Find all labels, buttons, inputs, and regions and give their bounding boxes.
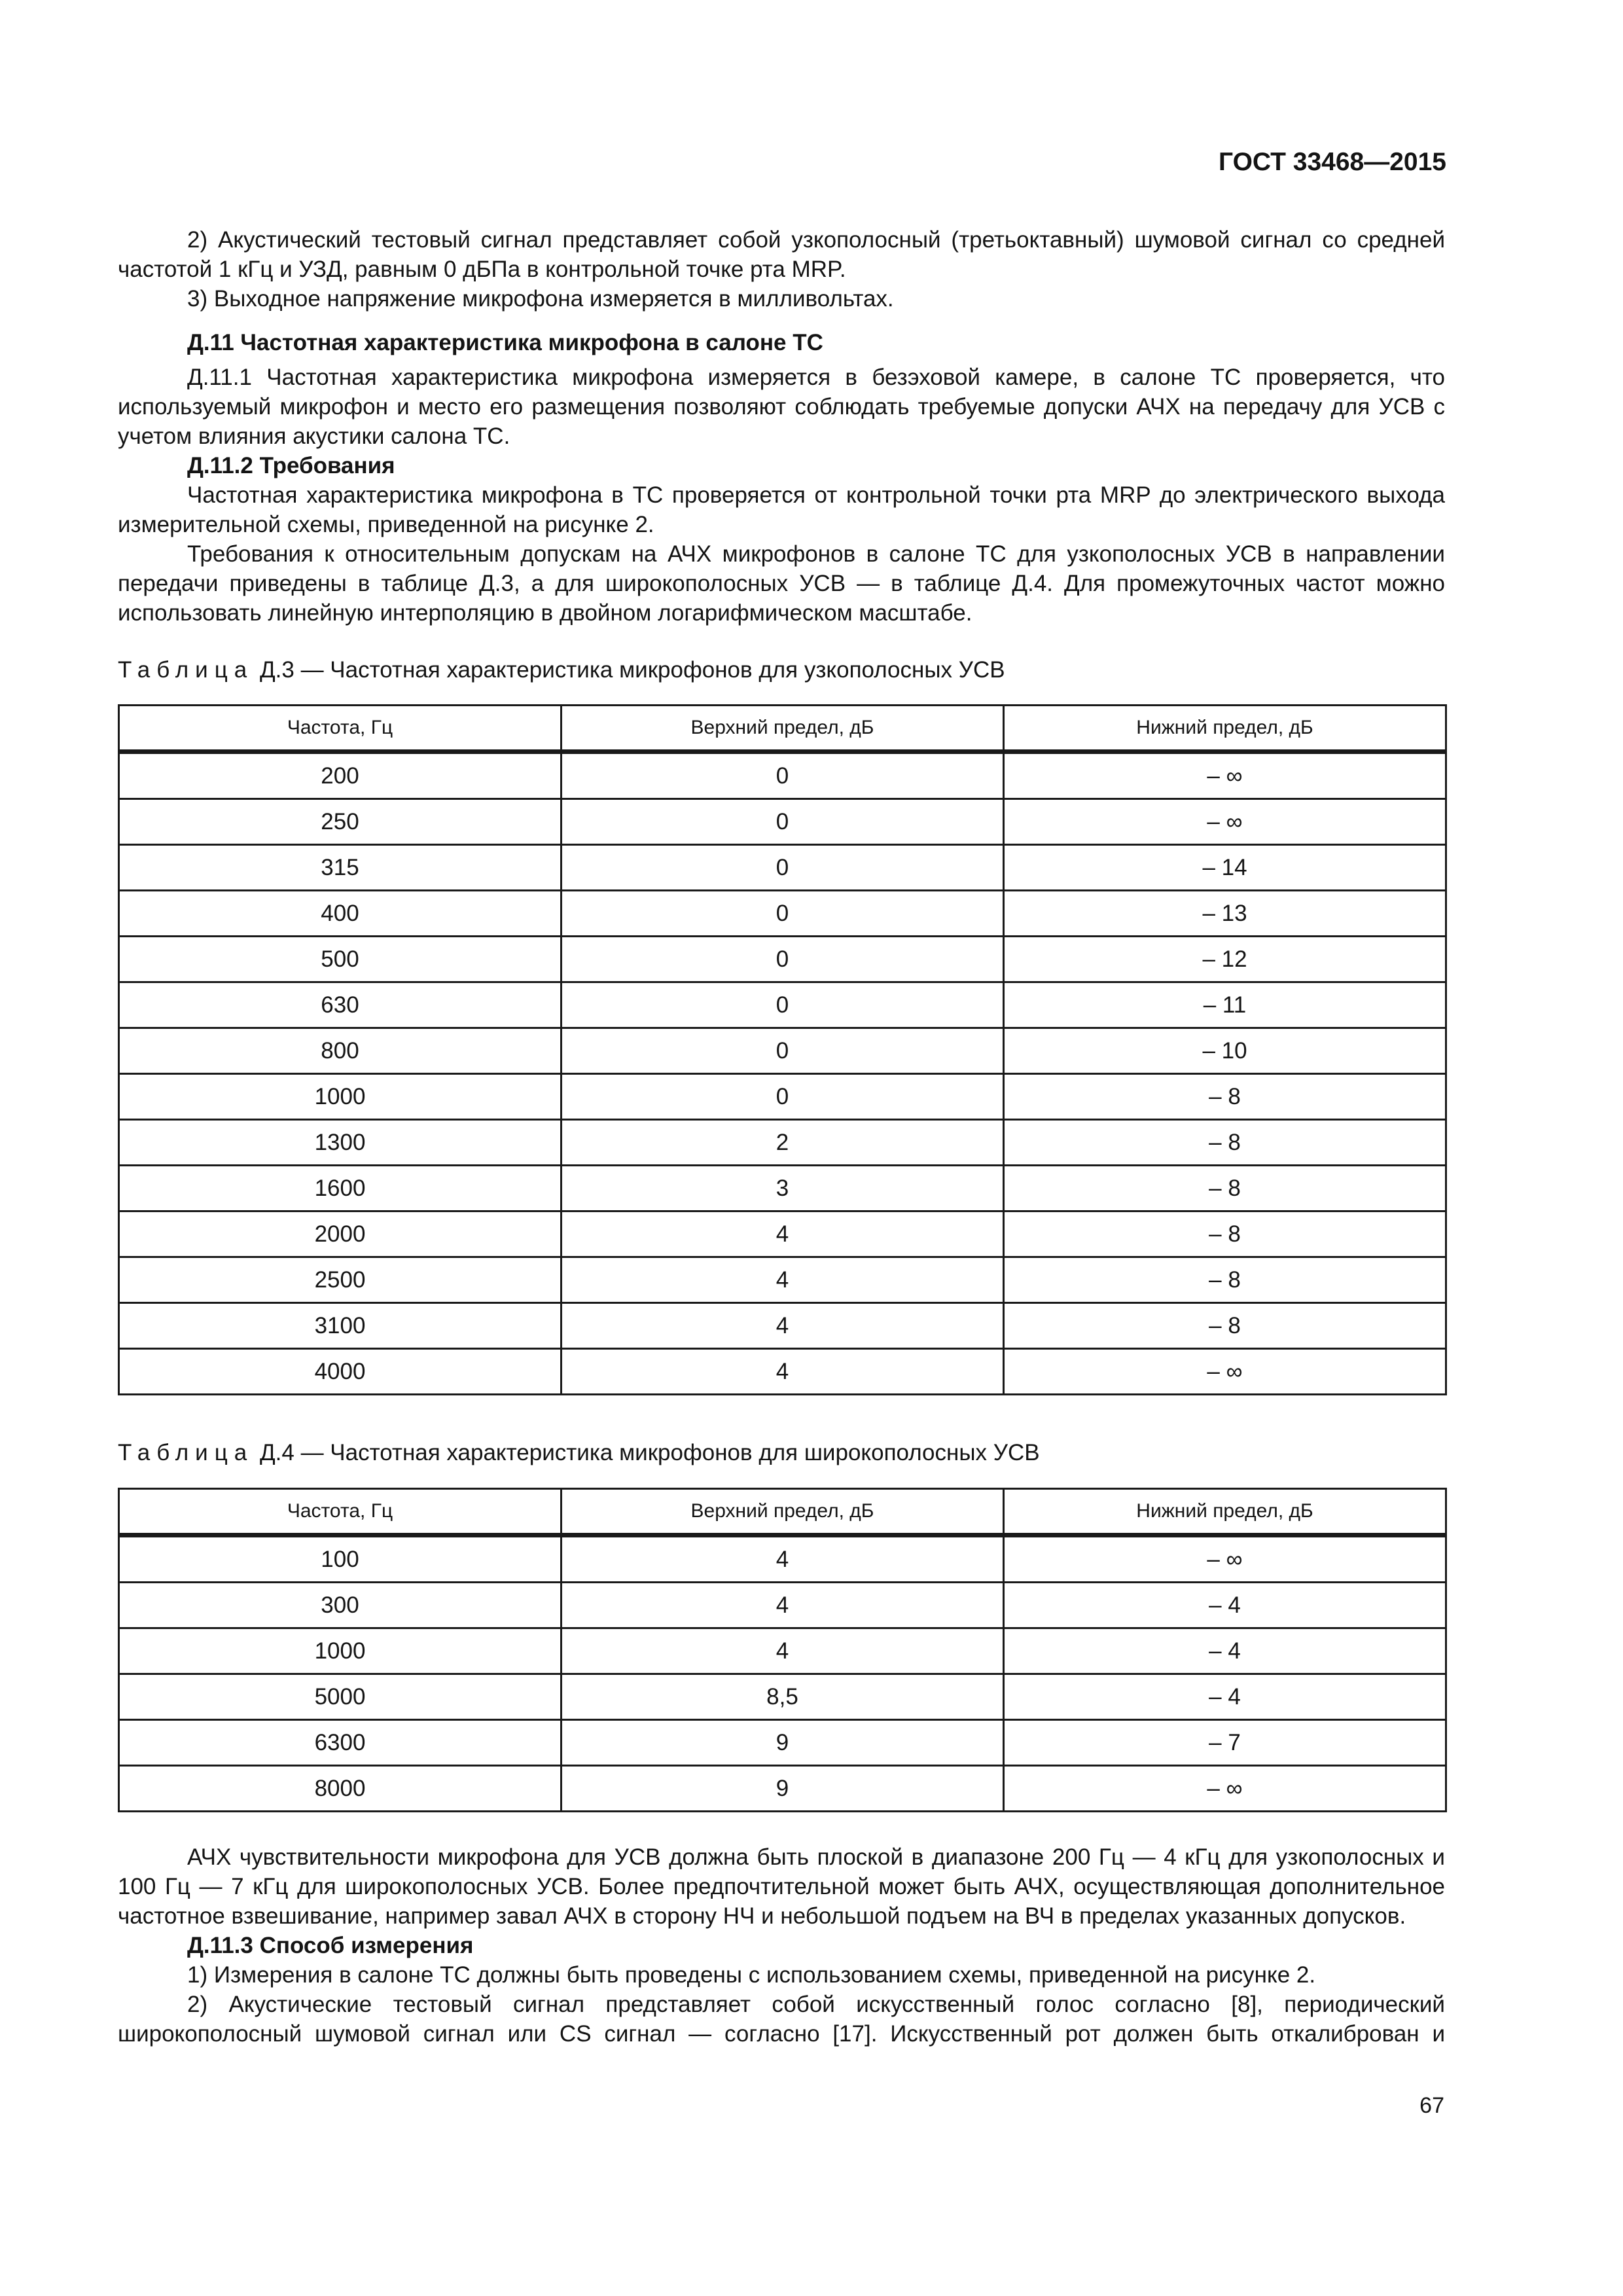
table-cell: 8,5 [562,1674,1004,1720]
paragraph: 3) Выходное напряжение микрофона измеряется в милливольтах. [187,286,894,312]
table-cell: 2500 [119,1257,562,1303]
table-cell: 500 [119,937,562,982]
table-cell: 1000 [119,1074,562,1120]
table-row [119,1583,1446,1628]
table-cell: 0 [562,845,1004,891]
table-cell: 0 [562,982,1004,1028]
table-row [119,937,1446,982]
subsection-heading: Д.11.2 Требования [187,453,395,478]
paragraph: 1) Измерения в салоне ТС должны быть проведены с использованием схемы, приведенной на рисунке 2. [187,1962,1316,1988]
table-row [119,1674,1446,1720]
paragraph: Д.11.1 Частотная характеристика микрофона измеряется в безэховой камере, в салоне ТС проверяется, что используемый микрофон и место его размещения позволяют соблюдать требуемые допуски АЧХ на передачу для УСВ с учетом влияния акустики салона ТС. [118,365,1445,449]
table-row [119,891,1446,937]
table-cell: 1000 [119,1628,562,1674]
table-cell: 4 [562,1349,1004,1395]
table-cell: 5000 [119,1674,562,1720]
table-row [119,1628,1446,1674]
table-cell: 4 [562,1583,1004,1628]
caption-label: Таблица [118,657,254,683]
table-cell: – 4 [1004,1628,1446,1674]
table-cell: 0 [562,1074,1004,1120]
table-cell: – 8 [1004,1257,1446,1303]
section-heading: Д.11 Частотная характеристика микрофона в салоне ТС [187,330,823,355]
table-cell: – 8 [1004,1166,1446,1211]
frequency-table-wideband [118,1488,1447,1812]
table-row [119,1349,1446,1395]
table-cell: 315 [119,845,562,891]
table-cell: 2000 [119,1211,562,1257]
table-row [119,1257,1446,1303]
table-row [119,982,1446,1028]
paragraph: 2) Акустический тестовый сигнал представляет собой узкополосный (третьоктавный) шумовой сигнал со средней частотой 1 кГц и УЗД, равным 0 дБПа в контрольной точке рта MRP. [118,227,1445,282]
table-cell: – 4 [1004,1583,1446,1628]
table-cell: – 8 [1004,1074,1446,1120]
table-row [119,1166,1446,1211]
table-row [119,799,1446,845]
column-header: Верхний предел, дБ [562,706,1004,752]
column-header: Частота, Гц [119,1489,562,1535]
table-header-row [119,1489,1446,1535]
column-header: Верхний предел, дБ [562,1489,1004,1535]
table-cell: 250 [119,799,562,845]
table-cell: 3 [562,1166,1004,1211]
table-cell: 1300 [119,1120,562,1166]
table-cell: 4 [562,1211,1004,1257]
column-header: Частота, Гц [119,706,562,752]
table-row [119,1720,1446,1766]
table-row [119,1211,1446,1257]
table-cell: – ∞ [1004,1766,1446,1812]
table-cell: 4 [562,1535,1004,1583]
table-row [119,1074,1446,1120]
paragraph: 2) Акустические тестовый сигнал представляет собой искусственный голос согласно [8], периодический широкополосный шумовой сигнал или CS сигнал — согласно [17]. Искусственный рот должен быть откалиброван и [118,1992,1445,2047]
table-cell: – 8 [1004,1211,1446,1257]
table-row [119,845,1446,891]
table-cell: 300 [119,1583,562,1628]
table-cell: – ∞ [1004,1349,1446,1395]
table-cell: – ∞ [1004,752,1446,799]
table-cell: 0 [562,799,1004,845]
caption-text: Д.3 — Частотная характеристика микрофонов для узкополосных УСВ [253,657,1005,683]
table-cell: 2 [562,1120,1004,1166]
page-number: 67 [1419,2093,1444,2118]
table-cell: – 13 [1004,891,1446,937]
table-cell: 100 [119,1535,562,1583]
table-row [119,1535,1446,1583]
table-cell: 4000 [119,1349,562,1395]
table-cell: 0 [562,891,1004,937]
table-caption [118,657,1005,683]
table-row [119,1766,1446,1812]
table-cell: 8000 [119,1766,562,1812]
table-header-row [119,706,1446,752]
table-cell: – 14 [1004,845,1446,891]
table-cell: – 10 [1004,1028,1446,1074]
caption-label: Таблица [118,1440,254,1465]
table-cell: 800 [119,1028,562,1074]
document-header: ГОСТ 33468—2015 [1219,148,1446,176]
table-cell: 4 [562,1628,1004,1674]
table-cell: – 8 [1004,1120,1446,1166]
table-cell: 3100 [119,1303,562,1349]
table-cell: 4 [562,1257,1004,1303]
paragraph: Требования к относительным допускам на АЧХ микрофонов в салоне ТС для узкополосных УСВ в направлении передачи приведены в таблице Д.3, а для широкополосных УСВ — в таблице Д.4. Для промежуточных частот можно использовать линейную интерполяцию в двойном логарифмическом масштабе. [118,541,1445,626]
subsection-heading: Д.11.3 Способ измерения [187,1933,474,1958]
table-cell: 400 [119,891,562,937]
paragraph: Частотная характеристика микрофона в ТС проверяется от контрольной точки рта MRP до электрического выхода измерительной схемы, приведенной на рисунке 2. [118,482,1445,537]
table-cell: 0 [562,752,1004,799]
table-cell: 200 [119,752,562,799]
table-row [119,1303,1446,1349]
column-header: Нижний предел, дБ [1004,1489,1446,1535]
table-cell: – 4 [1004,1674,1446,1720]
frequency-table-narrowband [118,704,1447,1395]
table-cell: 9 [562,1766,1004,1812]
column-header: Нижний предел, дБ [1004,706,1446,752]
table-row [119,1028,1446,1074]
table-cell: 6300 [119,1720,562,1766]
table-cell: – 11 [1004,982,1446,1028]
table-cell: – 8 [1004,1303,1446,1349]
table-cell: 1600 [119,1166,562,1211]
table-caption [118,1440,1040,1466]
table-cell: 0 [562,1028,1004,1074]
caption-text: Д.4 — Частотная характеристика микрофонов для широкополосных УСВ [253,1440,1040,1465]
table-cell: 4 [562,1303,1004,1349]
table-cell: – 7 [1004,1720,1446,1766]
paragraph: АЧХ чувствительности микрофона для УСВ должна быть плоской в диапазоне 200 Гц — 4 кГц для узкополосных и 100 Гц — 7 кГц для широкополосных УСВ. Более предпочтительной может быть АЧХ, осуществляющая дополнительное частотное взвешивание, например завал АЧХ в сторону НЧ и небольшой подъем на ВЧ в пределах указанных допусков. [118,1844,1445,1929]
closing-block [118,1842,1445,2049]
intro-block [118,225,1445,628]
table-row [119,1120,1446,1166]
table-row [119,752,1446,799]
table-cell: – ∞ [1004,799,1446,845]
table-cell: 630 [119,982,562,1028]
table-cell: – ∞ [1004,1535,1446,1583]
table-cell: 0 [562,937,1004,982]
table-cell: – 12 [1004,937,1446,982]
table-cell: 9 [562,1720,1004,1766]
